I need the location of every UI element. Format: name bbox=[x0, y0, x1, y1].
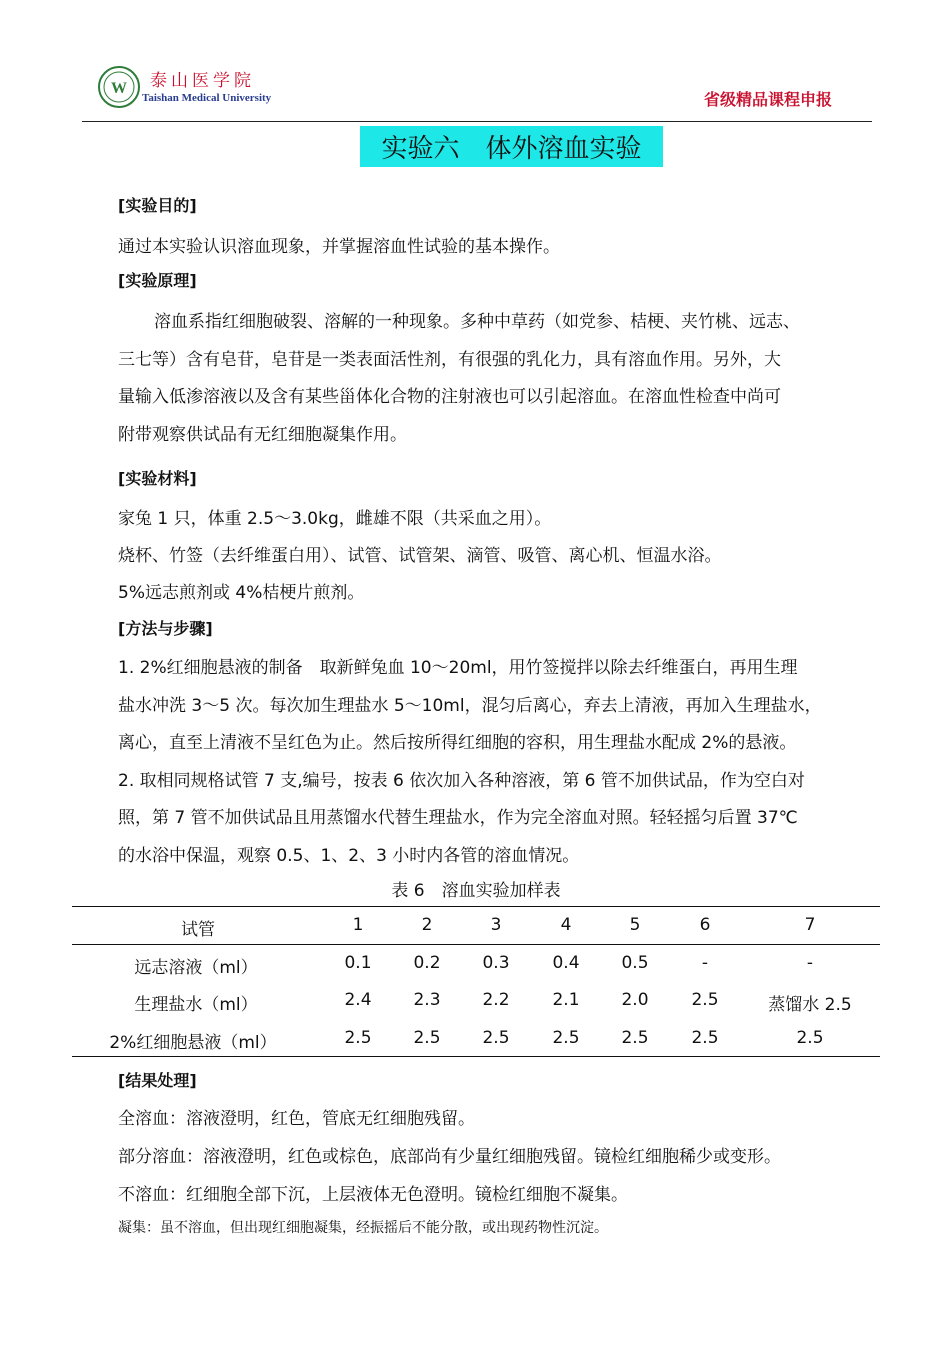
table-header-cell: 试管 bbox=[181, 920, 215, 940]
table-cell: 2.0 bbox=[621, 990, 649, 1010]
principle-line: 附带观察供试品有无红细胞凝集作用。 bbox=[118, 425, 407, 445]
table-cell: 0.1 bbox=[344, 953, 372, 973]
table-row-label: 生理盐水（ml） bbox=[134, 995, 258, 1015]
table-cell: 蒸馏水 2.5 bbox=[768, 995, 852, 1015]
table-cell: 2.5 bbox=[621, 1028, 649, 1048]
results-line: 部分溶血：溶液澄明，红色或棕色，底部尚有少量红细胞残留。镜检红细胞稀少或变形。 bbox=[118, 1147, 781, 1167]
table-cell: 2.3 bbox=[413, 990, 441, 1010]
materials-line: 5%远志煎剂或 4%桔梗片煎剂。 bbox=[118, 583, 365, 603]
table-cell: 0.5 bbox=[621, 953, 649, 973]
methods-line: 2. 取相同规格试管 7 支,编号，按表 6 依次加入各种溶液，第 6 管不加供试品，作为空白对 bbox=[118, 771, 805, 791]
methods-line: 的水浴中保温，观察 0.5、1、2、3 小时内各管的溶血情况。 bbox=[118, 846, 580, 866]
principle-line: 量输入低渗溶液以及含有某些甾体化合物的注射液也可以引起溶血。在溶血性检查中尚可 bbox=[118, 387, 781, 407]
table-header-rule bbox=[72, 944, 880, 945]
principle-line: 三七等）含有皂苷，皂苷是一类表面活性剂，有很强的乳化力，具有溶血作用。另外，大 bbox=[118, 350, 781, 370]
table-cell: 2.5 bbox=[691, 1028, 719, 1048]
course-application-label: 省级精品课程申报 bbox=[704, 90, 833, 109]
methods-line: 照，第 7 管不加供试品且用蒸馏水代替生理盐水，作为完全溶血对照。轻轻摇匀后置 37℃ bbox=[118, 808, 798, 828]
table-header-cell: 2 bbox=[421, 915, 433, 935]
methods-line: 1. 2%红细胞悬液的制备 取新鲜兔血 10～20ml，用竹签搅拌以除去纤维蛋白，再用生理 bbox=[118, 658, 798, 678]
table-cell: 2.4 bbox=[344, 990, 372, 1010]
results-note: 凝集：虽不溶血，但出现红细胞凝集，经振摇后不能分散，或出现药物性沉淀。 bbox=[118, 1220, 608, 1236]
table-header-cell: 3 bbox=[490, 915, 502, 935]
table-cell: 2.5 bbox=[552, 1028, 580, 1048]
table-cell: 2.5 bbox=[796, 1028, 824, 1048]
table-header-cell: 7 bbox=[804, 915, 816, 935]
table-cell: 2.5 bbox=[344, 1028, 372, 1048]
table-header-cell: 1 bbox=[352, 915, 364, 935]
table-cell: 2.5 bbox=[482, 1028, 510, 1048]
page-title: 实验六 体外溶血实验 bbox=[381, 134, 642, 164]
table-header-cell: 4 bbox=[560, 915, 572, 935]
school-logo bbox=[98, 66, 140, 108]
table-cell: 0.3 bbox=[482, 953, 510, 973]
table-row-label: 远志溶液（ml） bbox=[134, 958, 258, 978]
methods-heading: [方法与步骤] bbox=[118, 619, 213, 638]
results-line: 不溶血：红细胞全部下沉，上层液体无色澄明。镜检红细胞不凝集。 bbox=[118, 1185, 628, 1205]
methods-line: 离心，直至上清液不呈红色为止。然后按所得红细胞的容积，用生理盐水配成 2%的悬液。 bbox=[118, 733, 797, 753]
materials-line: 烧杯、竹签（去纤维蛋白用）、试管、试管架、滴管、吸管、离心机、恒温水浴。 bbox=[118, 546, 722, 566]
purpose-heading: [实验目的] bbox=[118, 196, 197, 215]
table-cell: 2.1 bbox=[552, 990, 580, 1010]
table-cell: 2.5 bbox=[691, 990, 719, 1010]
table-header-cell: 6 bbox=[699, 915, 711, 935]
materials-line: 家兔 1 只，体重 2.5～3.0kg，雌雄不限（共采血之用）。 bbox=[118, 509, 552, 529]
principle-heading: [实验原理] bbox=[118, 271, 197, 290]
table-top-rule bbox=[72, 906, 880, 907]
table-caption: 表 6 溶血实验加样表 bbox=[391, 881, 561, 901]
table-cell: - bbox=[806, 953, 814, 973]
table-cell: 2.2 bbox=[482, 990, 510, 1010]
table-header-cell: 5 bbox=[629, 915, 641, 935]
materials-heading: [实验材料] bbox=[118, 469, 197, 488]
school-name-en: Taishan Medical University bbox=[142, 92, 272, 104]
results-heading: [结果处理] bbox=[118, 1071, 197, 1090]
school-name-cn: 泰山医学院 bbox=[150, 71, 255, 91]
purpose-text: 通过本实验认识溶血现象，并掌握溶血性试验的基本操作。 bbox=[118, 237, 560, 257]
logo-letter: W bbox=[111, 80, 127, 97]
table-bottom-rule bbox=[72, 1056, 880, 1057]
table-cell: - bbox=[701, 953, 709, 973]
table-cell: 0.2 bbox=[413, 953, 441, 973]
results-line: 全溶血：溶液澄明，红色，管底无红细胞残留。 bbox=[118, 1109, 475, 1129]
methods-line: 盐水冲洗 3～5 次。每次加生理盐水 5～10ml，混匀后离心，弃去上清液，再加入生理盐水， bbox=[118, 696, 822, 716]
header-divider bbox=[82, 121, 872, 122]
principle-line: 溶血系指红细胞破裂、溶解的一种现象。多种中草药（如党参、桔梗、夹竹桃、远志、 bbox=[154, 312, 800, 332]
table-cell: 0.4 bbox=[552, 953, 580, 973]
table-cell: 2.5 bbox=[413, 1028, 441, 1048]
table-row-label: 2%红细胞悬液（ml） bbox=[109, 1033, 277, 1053]
